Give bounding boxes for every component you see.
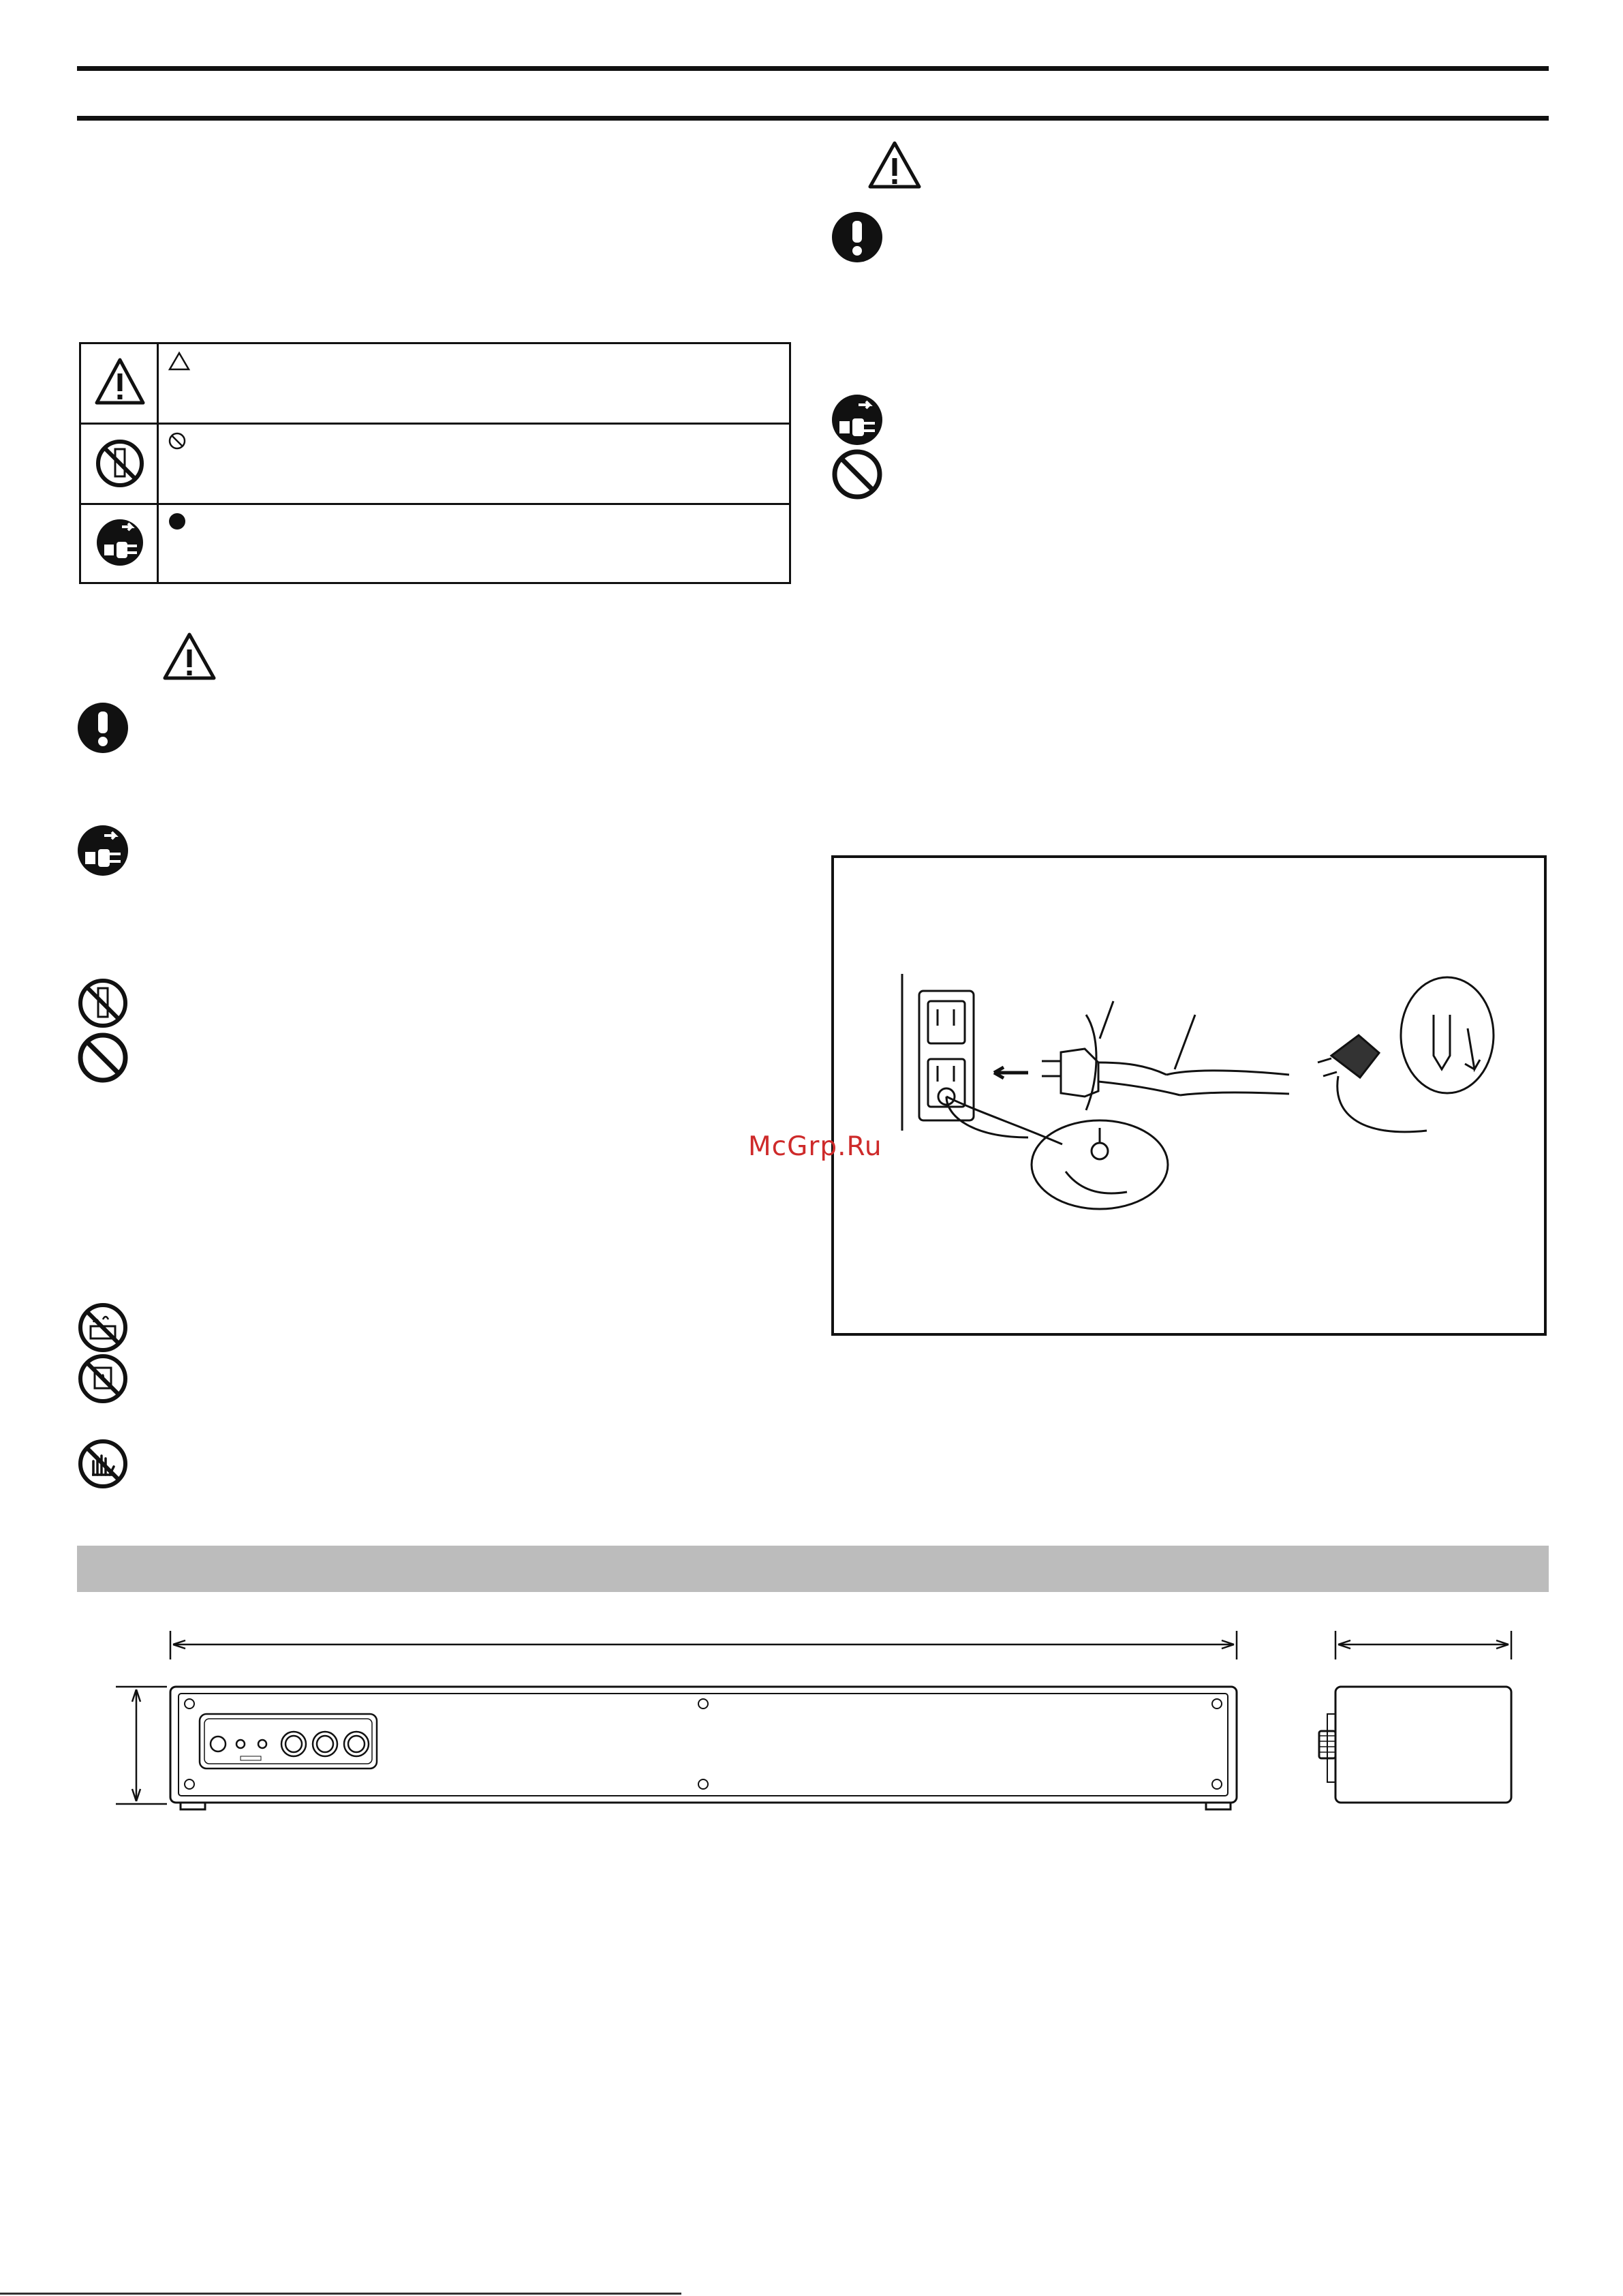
no-wet-place-icon (77, 1302, 129, 1353)
no-wet-hands-icon (77, 1438, 129, 1490)
unplug-icon (831, 394, 883, 446)
legend-row-prohibited (81, 425, 789, 505)
grounding-plug-illustration (895, 974, 1495, 1233)
exclamation-icon (77, 702, 129, 754)
top-rule (77, 66, 1549, 71)
warning-triangle-icon (95, 356, 145, 407)
legend-row-mandatory (81, 505, 789, 582)
warning-triangle-icon (867, 140, 922, 189)
header-rule (77, 116, 1549, 121)
footer-line (0, 2293, 681, 2295)
prohibition-icon (831, 448, 883, 500)
no-water-icon (77, 1353, 129, 1405)
unplug-icon (95, 517, 145, 568)
no-disassembly-icon (95, 438, 145, 489)
exclamation-icon (831, 211, 883, 263)
small-filled-circle-icon (168, 512, 187, 531)
watermark-text: McGrp.Ru (748, 1131, 882, 1162)
warning-triangle-icon (162, 632, 217, 681)
no-disassembly-icon (77, 977, 129, 1029)
prohibition-icon (77, 1032, 129, 1084)
side-view-dimension-drawing (1308, 1619, 1533, 1823)
legend-row-warning (81, 344, 789, 425)
small-prohibition-icon (168, 431, 187, 450)
section-header-bar (77, 1546, 1549, 1592)
small-triangle-icon (168, 351, 191, 371)
grounding-diagram-box (831, 855, 1547, 1336)
unplug-icon (77, 825, 129, 876)
symbol-legend-table (79, 342, 791, 584)
front-view-dimension-drawing (116, 1619, 1247, 1823)
control-panel (200, 1714, 377, 1769)
wall-outlet (902, 974, 974, 1131)
